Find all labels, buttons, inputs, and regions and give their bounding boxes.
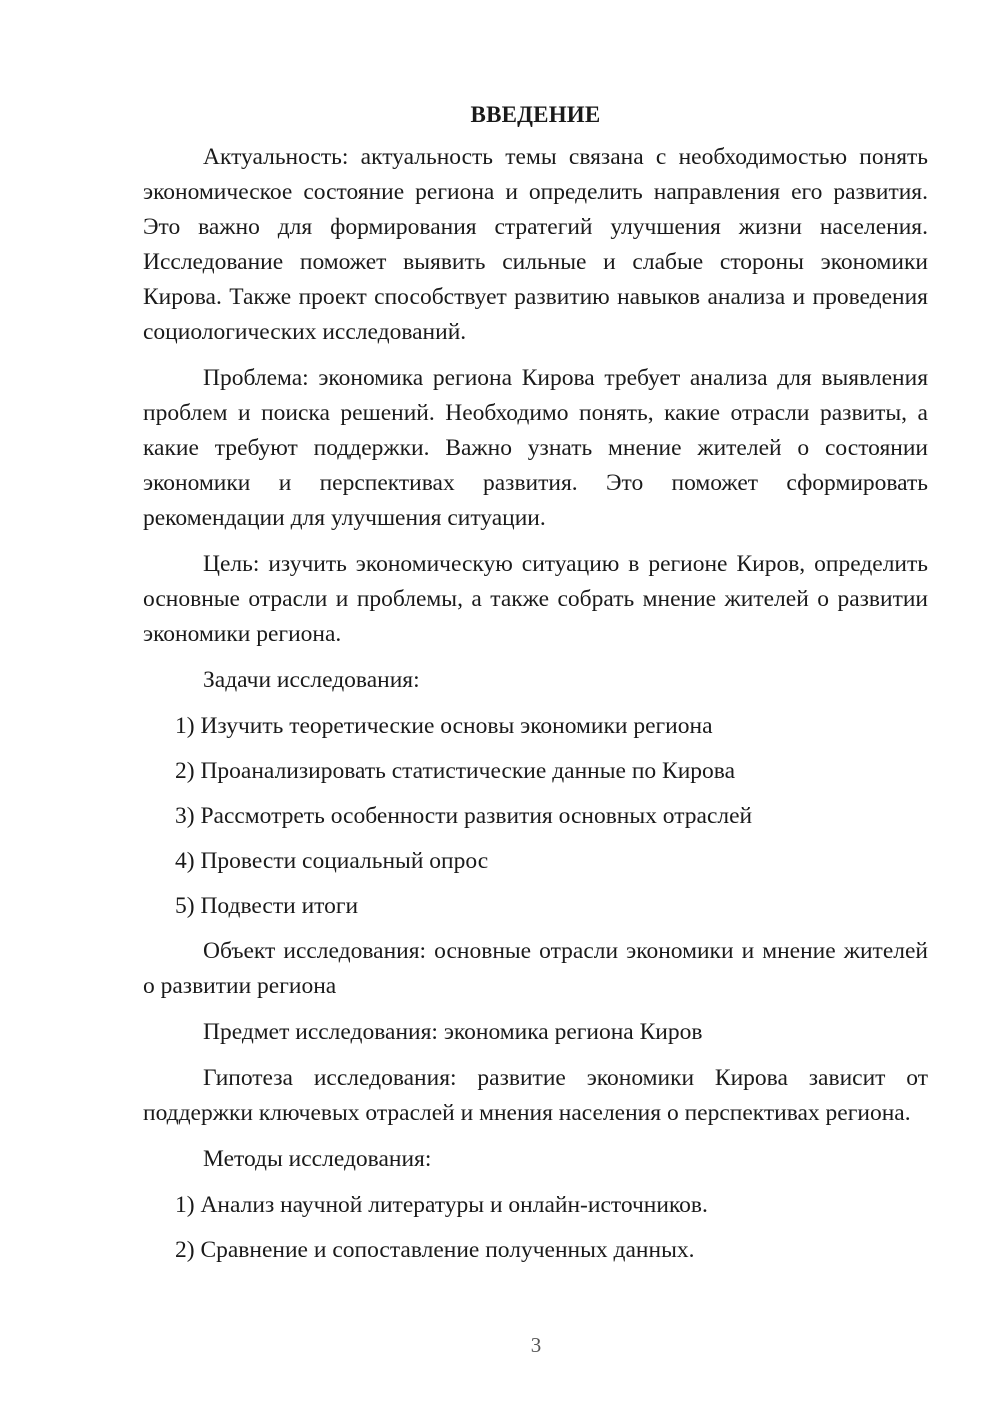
section-title: ВВЕДЕНИЕ (470, 102, 601, 127)
method-item-2: 2) Сравнение и сопоставление полученных данных. (175, 1237, 695, 1263)
task-item-3: 3) Рассмотреть особенности развития основных отраслей (175, 803, 753, 829)
page-content (143, 97, 928, 1278)
methods-heading: Методы исследования: (203, 1146, 432, 1172)
task-item-1: 1) Изучить теоретические основы экономики региона (175, 713, 713, 739)
task-item-2: 2) Проанализировать статистические данные по Кирова (175, 758, 735, 784)
page-number: 3 (530, 1333, 542, 1357)
task-item-5: 5) Подвести итоги (175, 893, 359, 919)
task-item-4: 4) Провести социальный опрос (175, 848, 489, 874)
paragraph-relevance: Актуальность: актуальность темы связана с необходимостью понять экономическое состояние региона и определить направления его развития. Это важно для формирования стратегий улучшения жизни населения. Исследование поможет выявить сильные и слабые стороны экономики Кирова. Также проект способствует развитию навыков анализа и проведения социологических исследований. (143, 144, 928, 345)
tasks-heading: Задачи исследования: (203, 667, 420, 693)
paragraph-hypothesis: Гипотеза исследования: развитие экономики Кирова зависит от поддержки ключевых отраслей и мнения населения о перспективах региона. (143, 1065, 928, 1126)
paragraph-goal: Цель: изучить экономическую ситуацию в регионе Киров, определить основные отрасли и проблемы, а также собрать мнение жителей о развитии экономики региона. (143, 551, 928, 647)
paragraph-object: Объект исследования: основные отрасли экономики и мнение жителей о развитии региона (143, 938, 928, 999)
method-item-1: 1) Анализ научной литературы и онлайн-источников. (175, 1192, 708, 1218)
paragraph-subject: Предмет исследования: экономика региона Киров (203, 1019, 703, 1045)
paragraph-problem: Проблема: экономика региона Кирова требует анализа для выявления проблем и поиска решений. Необходимо понять, какие отрасли развиты, а какие требуют поддержки. Важно узнать мнение жителей о состоянии экономики и перспективах развития. Это поможет сформировать рекомендации для улучшения ситуации. (143, 365, 928, 531)
